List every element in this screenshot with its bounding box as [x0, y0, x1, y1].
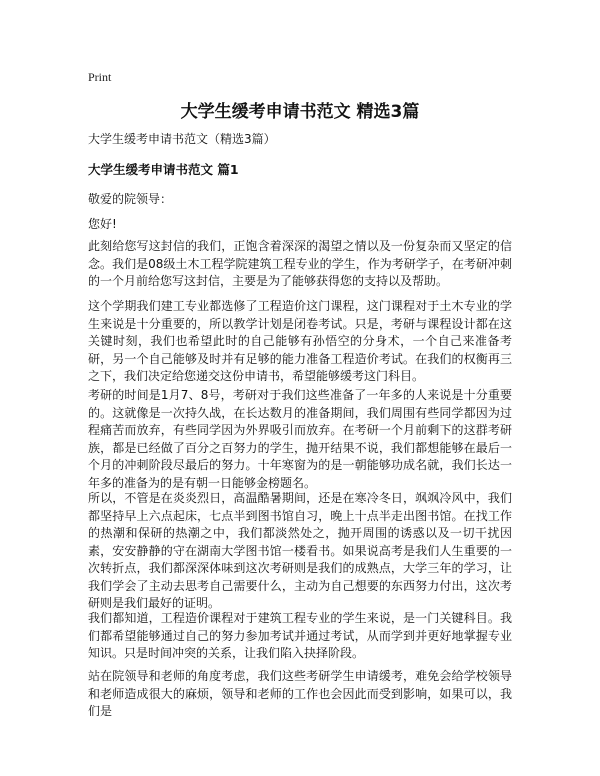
greeting: 您好! [88, 217, 117, 231]
paragraph-3: 考研的时间是1月7、8号，考研对于我们这些准备了一年多的人来说是十分重要的。这就像是一次持久战，在长达数月的准备期间，我们周围有些同学都因为过程痛苦而放弃，有些同学因为外界吸引而放弃。在考研一个月前剩下的这群考研族，都是已经做了百分之百努力的学生，抛开结果不说，我们都想能够在最后一个月的冲刺阶段尽最后的努力。十年寒窗为的是一朝能够功成名就，我们长达一年多的准备为的是有朝一日能够金榜题名。 [88, 388, 512, 490]
salutation: 敬爱的院领导： [88, 192, 173, 206]
paragraph-1: 此刻给您写这封信的我们，正饱含着深深的渴望之情以及一份复杂而又坚定的信念。我们是08级土木工程学院建筑工程专业的学生，作为考研学子，在考研冲刺的一个月前给您写这封信，主要是为了能够获得您的支持以及帮助。 [88, 239, 512, 288]
paragraph-2: 这个学期我们建工专业都选修了工程造价这门课程，这门课程对于土木专业的学生来说是十分重要的，所以教学计划是闭卷考试。只是，考研与课程设计都在这关键时刻，我们也希望此时的自己能够有孙悟空的分身术，一个自己来准备考研，另一个自己能够及时并有足够的能力准备工程造价考试。在我们的权衡再三之下，我们决定给您递交这份申请书，希望能够缓考这门科目。 [88, 299, 512, 383]
document-subtitle: 大学生缓考申请书范文（精选3篇） [88, 132, 276, 146]
paragraph-5: 我们都知道，工程造价课程对于建筑工程专业的学生来说，是一门关键科目。我们都希望能够通过自己的努力参加考试并通过考试，从而学到并更好地掌握专业知识。只是时间冲突的关系，让我们陷入抉择阶段。 [88, 611, 512, 660]
paragraph-4: 所以，不管是在炎炎烈日，高温酷暑期间，还是在寒冷冬日，飒飒冷风中，我们都坚持早上六点起床，七点半到图书馆自习，晚上十点半走出图书馆。在找工作的热潮和保研的热潮之中，我们都淡然处之，抛开周围的诱惑以及一切干扰因素，安安静静的守在湖南大学图书馆一楼看书。如果说高考是我们人生重要的一次转折点，我们都深深体味到这次考研则是我们的成熟点，大学三年的学习，让我们学会了主动去思考自己需要什么，主动为自己想要的东西努力付出，这次考研则是我们最好的证明。 [88, 491, 512, 610]
document-title: 大学生缓考申请书范文 精选3篇 [180, 102, 420, 122]
print-link[interactable]: Print [88, 70, 112, 84]
section-heading: 大学生缓考申请书范文 篇1 [88, 162, 239, 177]
paragraph-6: 站在院领导和老师的角度考虑，我们这些考研学生申请缓考，难免会给学校领导和老师造成很大的麻烦，领导和老师的工作也会因此而受到影响，如果可以，我们是 [88, 669, 512, 718]
